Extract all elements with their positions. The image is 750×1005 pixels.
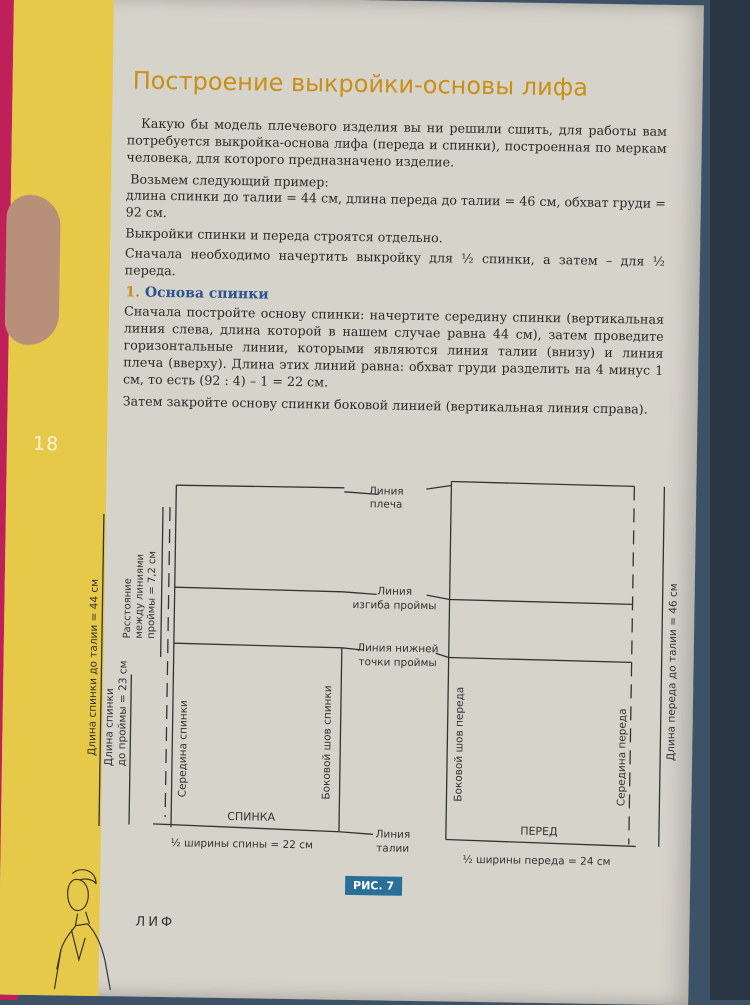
bend-label-1: Линия [377,585,413,598]
front-center-line [629,486,635,844]
back-length-dim [99,514,104,826]
page-title: Построение выкройки-основы лифа [132,66,589,102]
back-armhole-bend-line [175,587,343,592]
back-dash-guide [165,507,170,817]
front-side-seam-label: Боковой шов переда [452,686,467,802]
shoulder-leader-right [426,485,451,489]
back-side-seam-label: Боковой шов спинки [320,685,335,800]
waist-label-1: Линия [375,828,411,841]
back-side-seam-line [339,648,342,832]
front-length-dim [659,487,665,847]
front-shoulder-line [451,482,634,487]
back-center-line [171,485,176,827]
shoulder-label-1: Линия [368,485,404,498]
finger [5,194,61,345]
low-label-2: точки проймы [358,656,437,670]
example-heading: Возьмем следующий пример: [130,171,329,190]
front-label: ПЕРЕД [520,824,558,839]
first-step-paragraph: Сначала необходимо начертить выкройку для ½ спинки, а затем – для ½ переда. [124,245,666,279]
low-label-1: Линия нижней [357,642,439,656]
front-length-label: Длина переда до талии = 46 см [665,583,680,762]
bend-label-2: изгиба проймы [352,598,437,613]
page-number: 18 [32,432,60,456]
back-shoulder-line [176,485,344,488]
armhole-distance-label-2: между линиями [133,553,147,639]
back-armhole-label-2: до проймы = 23 см [115,660,130,767]
intro-paragraph: Какую бы модель плечевого изделия вы ни решили сшить, для работы вам потребуется выкройка-основа лифа (переда и спинки), построенная по меркам человека, для которого предназначено изделие. [126,115,668,170]
front-side-seam-line [446,482,452,840]
back-width-label: ½ ширины спины = 22 см [170,837,314,852]
waist-label-2: талии [376,842,410,855]
section-footer: ЛИФ [135,914,176,931]
section-paragraph: Сначала постройте основу спинки: начертите середину спинки (вертикальная линия слева, длина которой в нашем случае равна 44 см), затем проведите горизонтальные линии, которыми являются линия талии (внизу) и линия плеча (вверху). Длина этих линий равна: обхват груди разделить на 4 минус 1 см, то есть (92 : 4) – 1 = 22 см. [122,303,665,390]
section-title: Основа спинки [144,284,269,303]
pattern-diagram [60,465,686,875]
front-width-label: ½ ширины переда = 24 см [462,853,611,869]
fashion-sketch-icon [34,859,126,990]
front-waist-line [446,839,636,846]
back-armhole-low-line [174,643,342,648]
section-heading [125,284,269,302]
figure-label: РИС. 7 [345,876,402,896]
example-paragraph: длина спинки до талии = 44 см, длина переда до талии = 46 см, обхват груди = 92 см. [125,187,666,221]
pattern-diagram-svg [60,465,686,875]
bend-leader-right [427,595,450,599]
armhole-distance-dim [161,507,163,657]
back-waist-line [153,824,339,832]
closing-paragraph: Затем закройте основу спинки боковой линией (вертикальная линия справа). [122,393,648,417]
front-center-label: Середина переда [615,708,629,807]
back-length-label: Длина спинки до талии = 44 см [86,578,101,756]
back-armhole-dim [129,675,131,825]
back-center-label: Середина спинки [176,700,190,798]
shoulder-label-2: плеча [369,498,403,511]
waist-leader [339,832,373,835]
armhole-distance-label-3: проймы = 7,2 см [145,550,159,639]
front-armhole-bend-line [450,599,633,604]
back-armhole-label-1: Длина спинки [102,688,117,767]
back-label: СПИНКА [227,810,276,824]
background-right [710,0,750,1000]
armhole-distance-label-1: Расстояние [121,578,134,639]
front-armhole-low-line [449,657,632,662]
bend-leader [343,592,377,595]
separately-paragraph: Выкройки спинки и переда строятся отдельно. [125,225,443,246]
section-number: 1. [125,284,141,301]
